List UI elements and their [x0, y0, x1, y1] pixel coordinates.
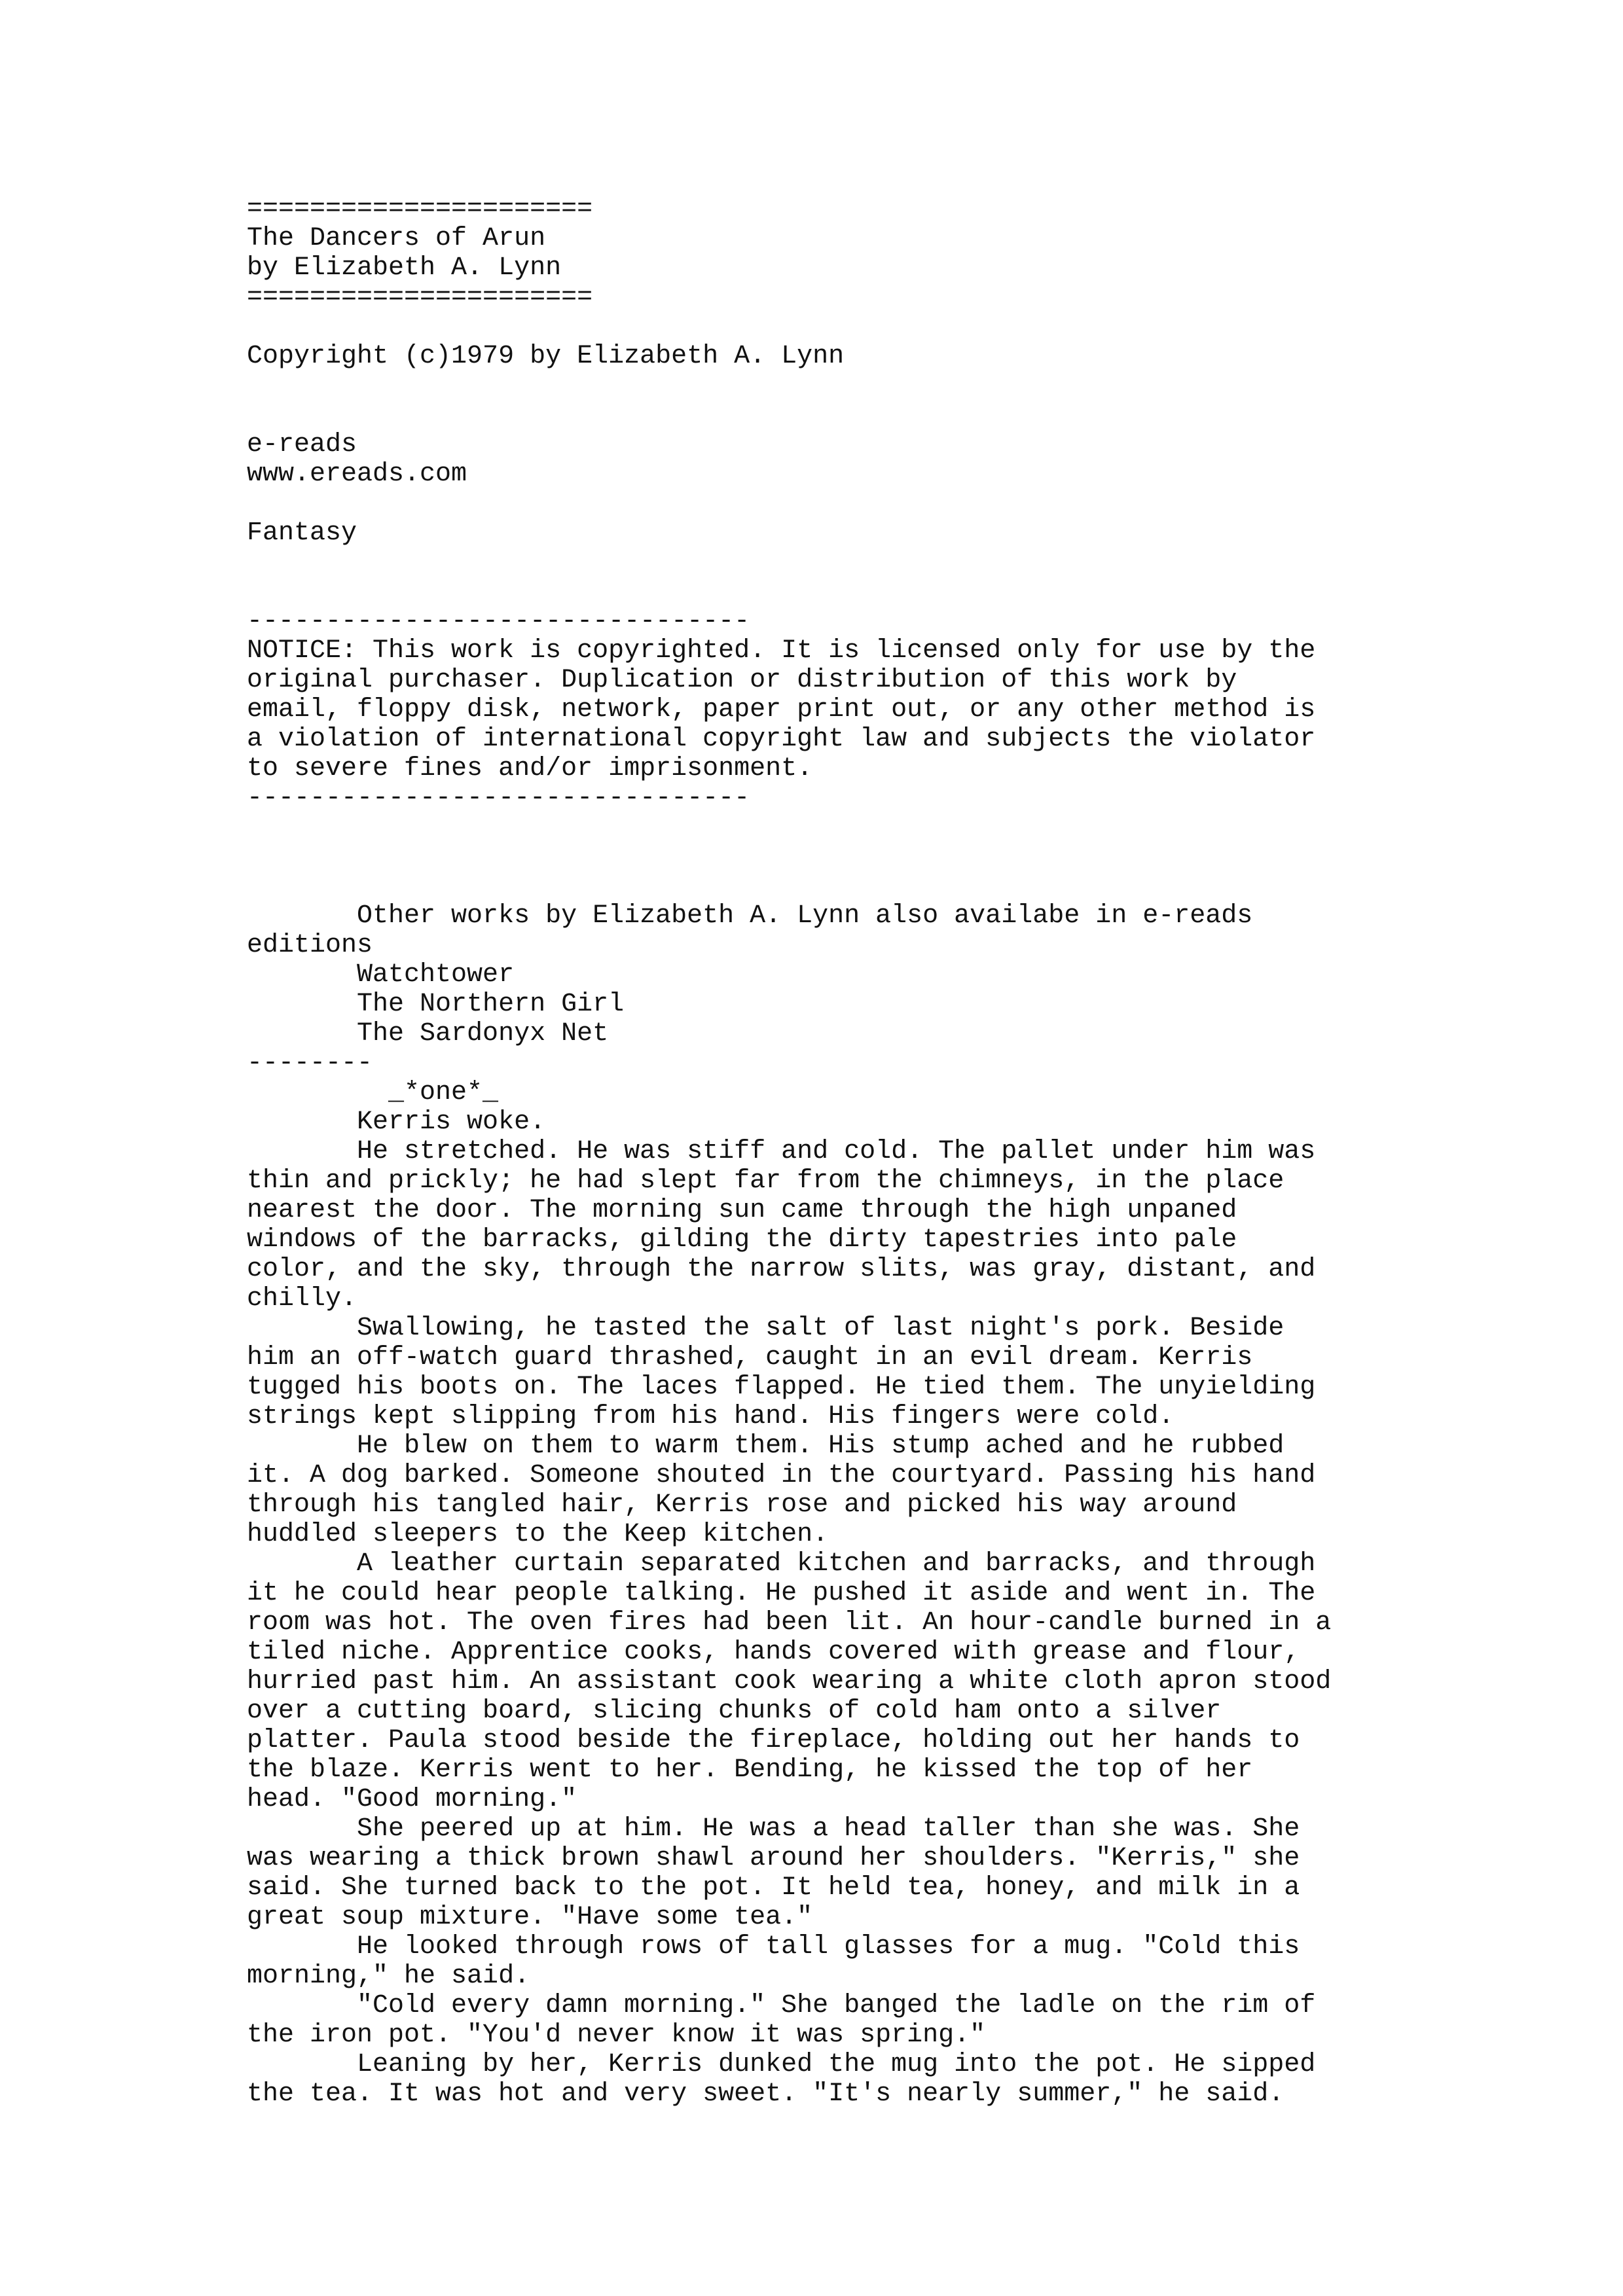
body-line: He blew on them to warm them. His stump ached and he rubbed: [247, 1431, 1285, 1461]
spacer: [247, 872, 1438, 901]
notice-line: original purchaser. Duplication or distribution of this work by: [247, 666, 1237, 695]
spacer: [247, 312, 1438, 342]
body-line: him an off-watch guard thrashed, caught in an evil dream. Kerris: [247, 1343, 1253, 1372]
book-author: by Elizabeth A. Lynn: [247, 253, 562, 283]
book-title: The Dancers of Arun: [247, 224, 546, 253]
chapter-body: [247, 1107, 1438, 2109]
body-line: it he could hear people talking. He pushed it aside and went in. The: [247, 1579, 1316, 1608]
other-works-heading: Other works by Elizabeth A. Lynn also availabe in e-reads: [247, 901, 1253, 931]
body-line: Leaning by her, Kerris dunked the mug into the pot. He sipped: [247, 2050, 1316, 2079]
body-line: the blaze. Kerris went to her. Bending, he kissed the top of her: [247, 1755, 1253, 1785]
body-line: the iron pot. "You'd never know it was spring.": [247, 2020, 986, 2050]
body-line: room was hot. The oven fires had been lit. An hour-candle burned in a: [247, 1608, 1332, 1638]
other-works-heading: editions: [247, 931, 373, 960]
body-line: huddled sleepers to the Keep kitchen.: [247, 1520, 829, 1549]
other-works-block: [247, 901, 1438, 1078]
body-line: tiled niche. Apprentice cooks, hands covered with grease and flour,: [247, 1638, 1300, 1667]
body-line: thin and prickly; he had slept far from the chimneys, in the place: [247, 1166, 1285, 1196]
body-line: windows of the barracks, gilding the dirty tapestries into pale: [247, 1225, 1237, 1255]
body-line: She peered up at him. He was a head taller than she was. She: [247, 1814, 1300, 1844]
notice-line: to severe fines and/or imprisonment.: [247, 754, 813, 783]
spacer: [247, 371, 1438, 401]
spacer: [247, 577, 1438, 607]
genre-line: Fantasy: [247, 518, 357, 548]
body-line: color, and the sky, through the narrow slits, was gray, distant, and: [247, 1255, 1316, 1284]
notice-line: email, floppy disk, network, paper print out, or any other method is: [247, 695, 1316, 725]
publisher-url: www.ereads.com: [247, 459, 467, 489]
body-line: hurried past him. An assistant cook wearing a white cloth apron stood: [247, 1667, 1332, 1696]
body-line: said. She turned back to the pot. It held tea, honey, and milk in a: [247, 1873, 1300, 1903]
body-line: "Cold every damn morning." She banged the ladle on the rim of: [247, 1991, 1316, 2020]
body-line: chilly.: [247, 1284, 357, 1314]
spacer: [247, 842, 1438, 872]
body-line: strings kept slipping from his hand. His fingers were cold.: [247, 1402, 1175, 1431]
notice-rule-top: --------------------------------: [247, 607, 750, 636]
other-work-title: Watchtower: [247, 960, 515, 990]
body-line: Swallowing, he tasted the salt of last night's pork. Beside: [247, 1314, 1285, 1343]
publisher-name: e-reads: [247, 430, 357, 459]
notice-rule-bottom: --------------------------------: [247, 783, 750, 813]
notice-line: a violation of international copyright law and subjects the violator: [247, 725, 1316, 754]
body-line: head. "Good morning.": [247, 1785, 577, 1814]
body-line: He looked through rows of tall glasses for a mug. "Cold this: [247, 1932, 1300, 1962]
header-rule-top: ======================: [247, 194, 593, 224]
notice-line: NOTICE: This work is copyrighted. It is licensed only for use by the: [247, 636, 1316, 666]
spacer: [247, 548, 1438, 577]
notice-block: [247, 636, 1438, 783]
body-line: over a cutting board, slicing chunks of cold ham onto a silver: [247, 1696, 1222, 1726]
body-line: platter. Paula stood beside the fireplace, holding out her hands to: [247, 1726, 1300, 1755]
document-page: [247, 194, 1438, 2109]
section-rule: --------: [247, 1049, 373, 1078]
body-line: Kerris woke.: [247, 1107, 546, 1137]
other-work-title: The Sardonyx Net: [247, 1019, 609, 1049]
body-line: morning," he said.: [247, 1962, 530, 1991]
body-line: it. A dog barked. Someone shouted in the courtyard. Passing his hand: [247, 1461, 1316, 1490]
body-line: the tea. It was hot and very sweet. "It's nearly summer," he said.: [247, 2079, 1285, 2109]
body-line: was wearing a thick brown shawl around her shoulders. "Kerris," she: [247, 1844, 1300, 1873]
body-line: great soup mixture. "Have some tea.": [247, 1903, 813, 1932]
spacer: [247, 813, 1438, 842]
spacer: [247, 489, 1438, 518]
spacer: [247, 401, 1438, 430]
body-line: A leather curtain separated kitchen and barracks, and through: [247, 1549, 1316, 1579]
other-work-title: The Northern Girl: [247, 990, 625, 1019]
chapter-heading: _*one*_: [247, 1078, 499, 1107]
copyright-line: Copyright (c)1979 by Elizabeth A. Lynn: [247, 342, 845, 371]
body-line: He stretched. He was stiff and cold. The pallet under him was: [247, 1137, 1316, 1166]
header-rule-bottom: ======================: [247, 283, 593, 312]
body-line: tugged his boots on. The laces flapped. He tied them. The unyielding: [247, 1372, 1316, 1402]
body-line: nearest the door. The morning sun came through the high unpaned: [247, 1196, 1237, 1225]
body-line: through his tangled hair, Kerris rose and picked his way around: [247, 1490, 1237, 1520]
